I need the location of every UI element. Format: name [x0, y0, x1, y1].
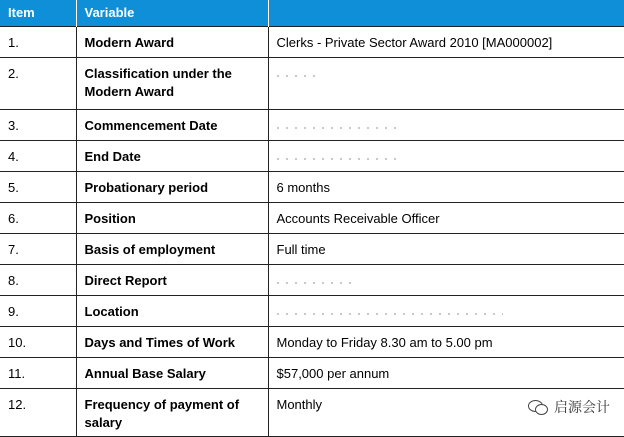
table-row — [0, 326, 624, 357]
row-value: Clerks - Private Sector Award 2010 [MA000002] — [268, 26, 624, 57]
row-value: Monday to Friday 8.30 am to 5.00 pm — [268, 326, 624, 357]
table-header-row — [0, 0, 624, 26]
row-value: Full time — [268, 233, 624, 264]
redacted-text — [277, 158, 399, 161]
row-value — [268, 140, 624, 171]
table-row — [0, 26, 624, 57]
row-variable: Modern Award — [76, 26, 268, 57]
row-value — [268, 109, 624, 140]
row-item: 4. — [0, 140, 76, 171]
watermark — [528, 397, 610, 417]
row-variable: Annual Base Salary — [76, 357, 268, 388]
watermark-text: 启源会计 — [554, 399, 610, 415]
table-row — [0, 264, 624, 295]
row-item: 2. — [0, 57, 76, 109]
row-value — [268, 264, 624, 295]
header-variable: Variable — [76, 0, 268, 26]
table-row — [0, 295, 624, 326]
row-variable: Commencement Date — [76, 109, 268, 140]
row-variable: End Date — [76, 140, 268, 171]
table-row — [0, 202, 624, 233]
table-row — [0, 140, 624, 171]
row-item: 12. — [0, 388, 76, 436]
row-variable: Basis of employment — [76, 233, 268, 264]
row-value — [268, 57, 624, 109]
header-value — [268, 0, 624, 26]
row-value: 6 months — [268, 171, 624, 202]
table-row — [0, 109, 624, 140]
row-variable: Location — [76, 295, 268, 326]
row-variable: Probationary period — [76, 171, 268, 202]
redacted-text — [277, 127, 397, 130]
row-variable: Classification under the Modern Award — [76, 57, 268, 109]
row-variable: Direct Report — [76, 264, 268, 295]
row-item: 6. — [0, 202, 76, 233]
header-item: Item — [0, 0, 76, 26]
redacted-text — [277, 75, 317, 78]
redacted-text — [277, 282, 355, 285]
wechat-icon — [528, 399, 548, 415]
row-item: 10. — [0, 326, 76, 357]
row-variable: Frequency of payment of salary — [76, 388, 268, 436]
table-row — [0, 233, 624, 264]
table-row — [0, 357, 624, 388]
redacted-text — [277, 313, 503, 316]
row-variable: Days and Times of Work — [76, 326, 268, 357]
row-item: 7. — [0, 233, 76, 264]
row-value: Monthly — [268, 388, 624, 436]
row-item: 3. — [0, 109, 76, 140]
row-item: 5. — [0, 171, 76, 202]
row-item: 9. — [0, 295, 76, 326]
table-row — [0, 57, 624, 109]
row-variable: Position — [76, 202, 268, 233]
table-row — [0, 171, 624, 202]
row-value: $57,000 per annum — [268, 357, 624, 388]
row-item: 1. — [0, 26, 76, 57]
row-value: Accounts Receivable Officer — [268, 202, 624, 233]
row-item: 11. — [0, 357, 76, 388]
row-item: 8. — [0, 264, 76, 295]
row-value — [268, 295, 624, 326]
